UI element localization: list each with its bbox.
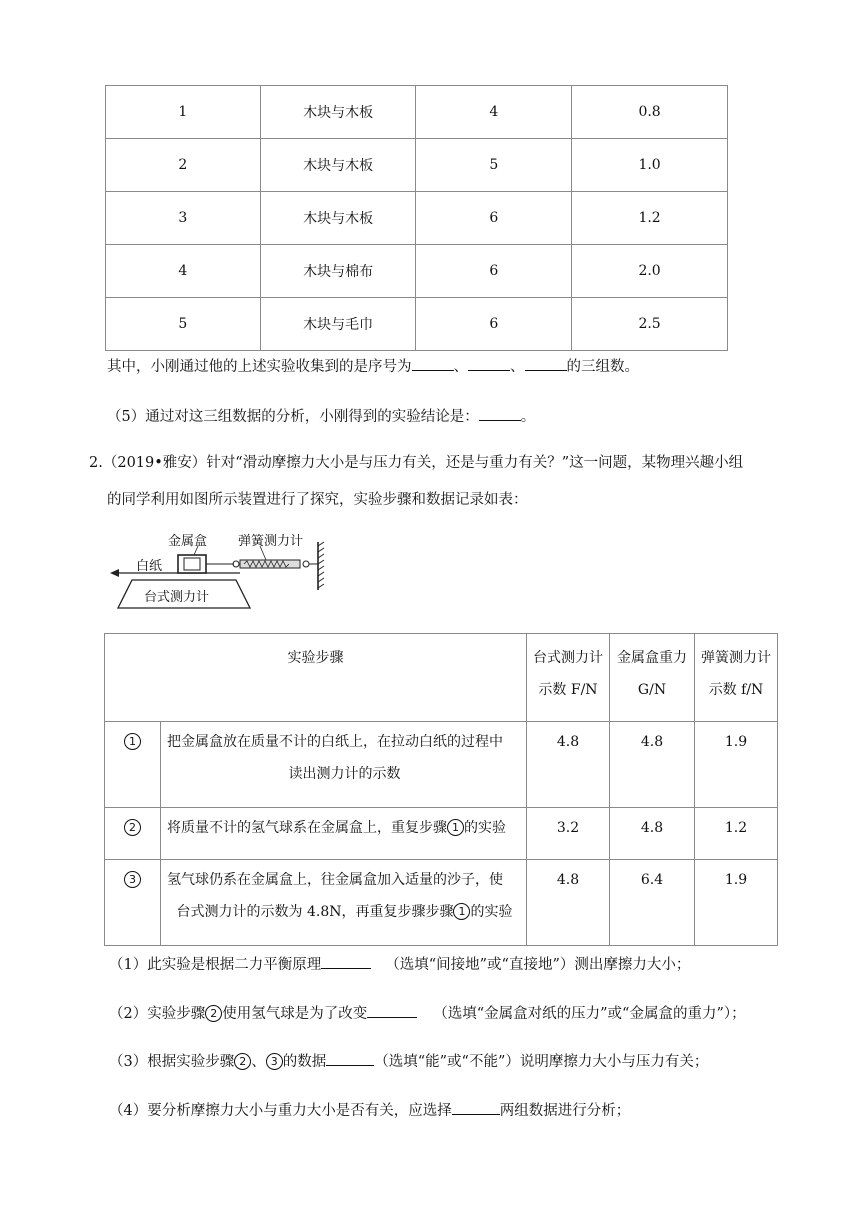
step-number-cell — [105, 860, 161, 946]
value-f: 1.9 — [695, 722, 778, 808]
table-row — [105, 860, 778, 946]
table-cell: 0.8 — [572, 86, 728, 139]
text-segment: （选填“能”或“不能”）说明摩擦力大小与压力有关； — [374, 1054, 709, 1070]
arrow-left-icon — [110, 569, 119, 577]
table-cell: 6 — [416, 192, 572, 245]
text-segment: 其中，小刚通过他的上述实验收集到的是序号为 — [107, 359, 412, 375]
header-line: 金属盒重力 — [617, 650, 687, 666]
text-segment: （3）根据实验步骤 — [109, 1054, 235, 1070]
table-cell: 1.0 — [572, 139, 728, 192]
table-cell: 木块与毛巾 — [260, 298, 416, 351]
table-cell: 4 — [416, 86, 572, 139]
step-number: 2 — [124, 819, 141, 836]
answer-blank[interactable] — [326, 1051, 374, 1066]
text-segment: （4）要分析摩擦力大小与重力大小是否有关，应选择 — [109, 1103, 452, 1119]
text-segment: 、 — [510, 359, 525, 375]
desc-line: 读出测力计的示数 — [288, 766, 401, 782]
step-number: 3 — [124, 871, 141, 888]
desc-text: 的实验 — [470, 904, 513, 920]
answer-blank[interactable] — [525, 356, 567, 371]
label-spring-balance: 弹簧测力计 — [238, 534, 304, 549]
table-cell: 木块与木板 — [260, 86, 416, 139]
table-header-row — [105, 634, 778, 722]
label-metal-box: 金属盒 — [168, 534, 208, 549]
desc-text: 的实验 — [464, 820, 506, 836]
step-number-cell — [105, 722, 161, 808]
table-row — [105, 808, 778, 860]
text-segment: （1）此实验是根据二力平衡原理 — [109, 957, 322, 973]
step-reference: 2 — [234, 1053, 251, 1070]
text-segment: （选填“金属盒对纸的压力”或“金属盒的重力”）； — [433, 1006, 746, 1022]
header-line: G/N — [637, 682, 667, 698]
value-f: 1.2 — [695, 808, 778, 860]
step-reference: 2 — [205, 1005, 222, 1022]
value-G: 6.4 — [610, 860, 695, 946]
step-description — [161, 722, 527, 808]
label-platform-scale: 台式测力计 — [144, 590, 210, 605]
wall-hatch-icon — [318, 542, 324, 588]
question-2-intro-line-1 — [89, 453, 743, 473]
table-cell: 4 — [106, 245, 261, 298]
desc-text: 台式测力计的示数为 4.8N，再重复步骤步骤 — [176, 904, 454, 920]
header-spring-reading — [695, 634, 778, 722]
table-cell: 6 — [416, 298, 572, 351]
value-F: 4.8 — [527, 860, 610, 946]
text-segment: 的数据 — [282, 1054, 327, 1070]
sub-question-3 — [109, 1051, 708, 1072]
table-cell: 木块与木板 — [260, 139, 416, 192]
table-cell: 木块与木板 — [260, 192, 416, 245]
step-reference: 1 — [453, 903, 470, 920]
header-platform-scale-reading — [527, 634, 610, 722]
table-cell: 5 — [416, 139, 572, 192]
question-number: 2. — [89, 455, 103, 471]
table-1-body — [106, 86, 728, 351]
header-steps: 实验步骤 — [105, 634, 527, 722]
spring-balance-shape — [240, 560, 300, 568]
answer-blank[interactable] — [468, 356, 510, 371]
value-F: 4.8 — [527, 722, 610, 808]
step-description — [161, 808, 527, 860]
text-segment: （2）实验步骤 — [109, 1006, 206, 1022]
header-line: 弹簧测力计 — [701, 650, 771, 666]
text-segment: 、 — [453, 359, 468, 375]
table-row — [106, 298, 728, 351]
table-cell: 2.0 — [572, 245, 728, 298]
box-inner — [184, 558, 200, 570]
experiment-table — [104, 633, 778, 946]
answer-blank[interactable] — [321, 954, 371, 969]
text-segment: 。 — [520, 409, 536, 425]
question-2-intro-line-2 — [107, 490, 528, 510]
sub-question-1 — [109, 954, 690, 975]
question-source: （2019•雅安） — [102, 455, 207, 471]
value-G: 4.8 — [610, 722, 695, 808]
value-F: 3.2 — [527, 808, 610, 860]
step-reference: 3 — [266, 1053, 283, 1070]
table-cell: 1 — [106, 86, 261, 139]
sub-question-2 — [109, 1003, 746, 1024]
text-segment: 的三组数。 — [566, 359, 639, 375]
step-number: 1 — [124, 733, 141, 750]
answer-blank[interactable] — [367, 1003, 417, 1018]
desc-text: 将质量不计的氢气球系在金属盒上，重复步骤 — [167, 820, 447, 836]
table-cell: 5 — [106, 298, 261, 351]
text-segment: （5）通过对这三组数据的分析，小刚得到的实验结论是： — [107, 409, 479, 425]
ring-icon — [303, 561, 309, 567]
text-segment: 的同学利用如图所示装置进行了探究，实验步骤和数据记录如表： — [107, 492, 528, 508]
data-table-1 — [105, 85, 728, 351]
value-G: 4.8 — [610, 808, 695, 860]
answer-blank[interactable] — [452, 1100, 500, 1115]
text-segment: 、 — [251, 1054, 266, 1070]
table-row — [106, 86, 728, 139]
answer-blank[interactable] — [479, 406, 521, 421]
apparatus-figure — [106, 528, 346, 614]
table-cell: 3 — [106, 192, 261, 245]
sub-question-4 — [109, 1100, 630, 1121]
header-box-weight — [610, 634, 695, 722]
table-row — [105, 722, 778, 808]
table-cell: 木块与棉布 — [260, 245, 416, 298]
table-row — [106, 192, 728, 245]
desc-line: 把金属盒放在质量不计的白纸上，在拉动白纸的过程中 — [167, 734, 503, 750]
step-number-cell — [105, 808, 161, 860]
answer-blank[interactable] — [412, 356, 454, 371]
label-white-paper: 白纸 — [136, 559, 163, 574]
desc-line — [167, 896, 522, 928]
value-f: 1.9 — [695, 860, 778, 946]
text-segment: （选填“间接地”或“直接地”）测出摩擦力大小； — [385, 957, 691, 973]
table-row — [106, 245, 728, 298]
step-description — [161, 860, 527, 946]
table-cell: 2 — [106, 139, 261, 192]
conclusion-prompt-line — [107, 356, 639, 377]
header-line: 示数 f/N — [708, 682, 764, 698]
text-segment: 两组数据进行分析； — [499, 1103, 631, 1119]
table-cell: 6 — [416, 245, 572, 298]
text-segment: 针对“滑动摩擦力大小是与压力有关，还是与重力有关？”这一问题，某物理兴趣小组 — [206, 455, 744, 471]
table-cell: 1.2 — [572, 192, 728, 245]
step-reference: 1 — [447, 819, 464, 836]
question-5-line — [107, 406, 535, 427]
table-row — [106, 139, 728, 192]
table-cell: 2.5 — [572, 298, 728, 351]
header-line: 台式测力计 — [533, 650, 603, 666]
text-segment: 使用氢气球是为了改变 — [222, 1006, 368, 1022]
desc-line: 氢气球仍系在金属盒上，往金属盒加入适量的沙子，使 — [167, 872, 503, 888]
header-line: 示数 F/N — [538, 682, 598, 698]
